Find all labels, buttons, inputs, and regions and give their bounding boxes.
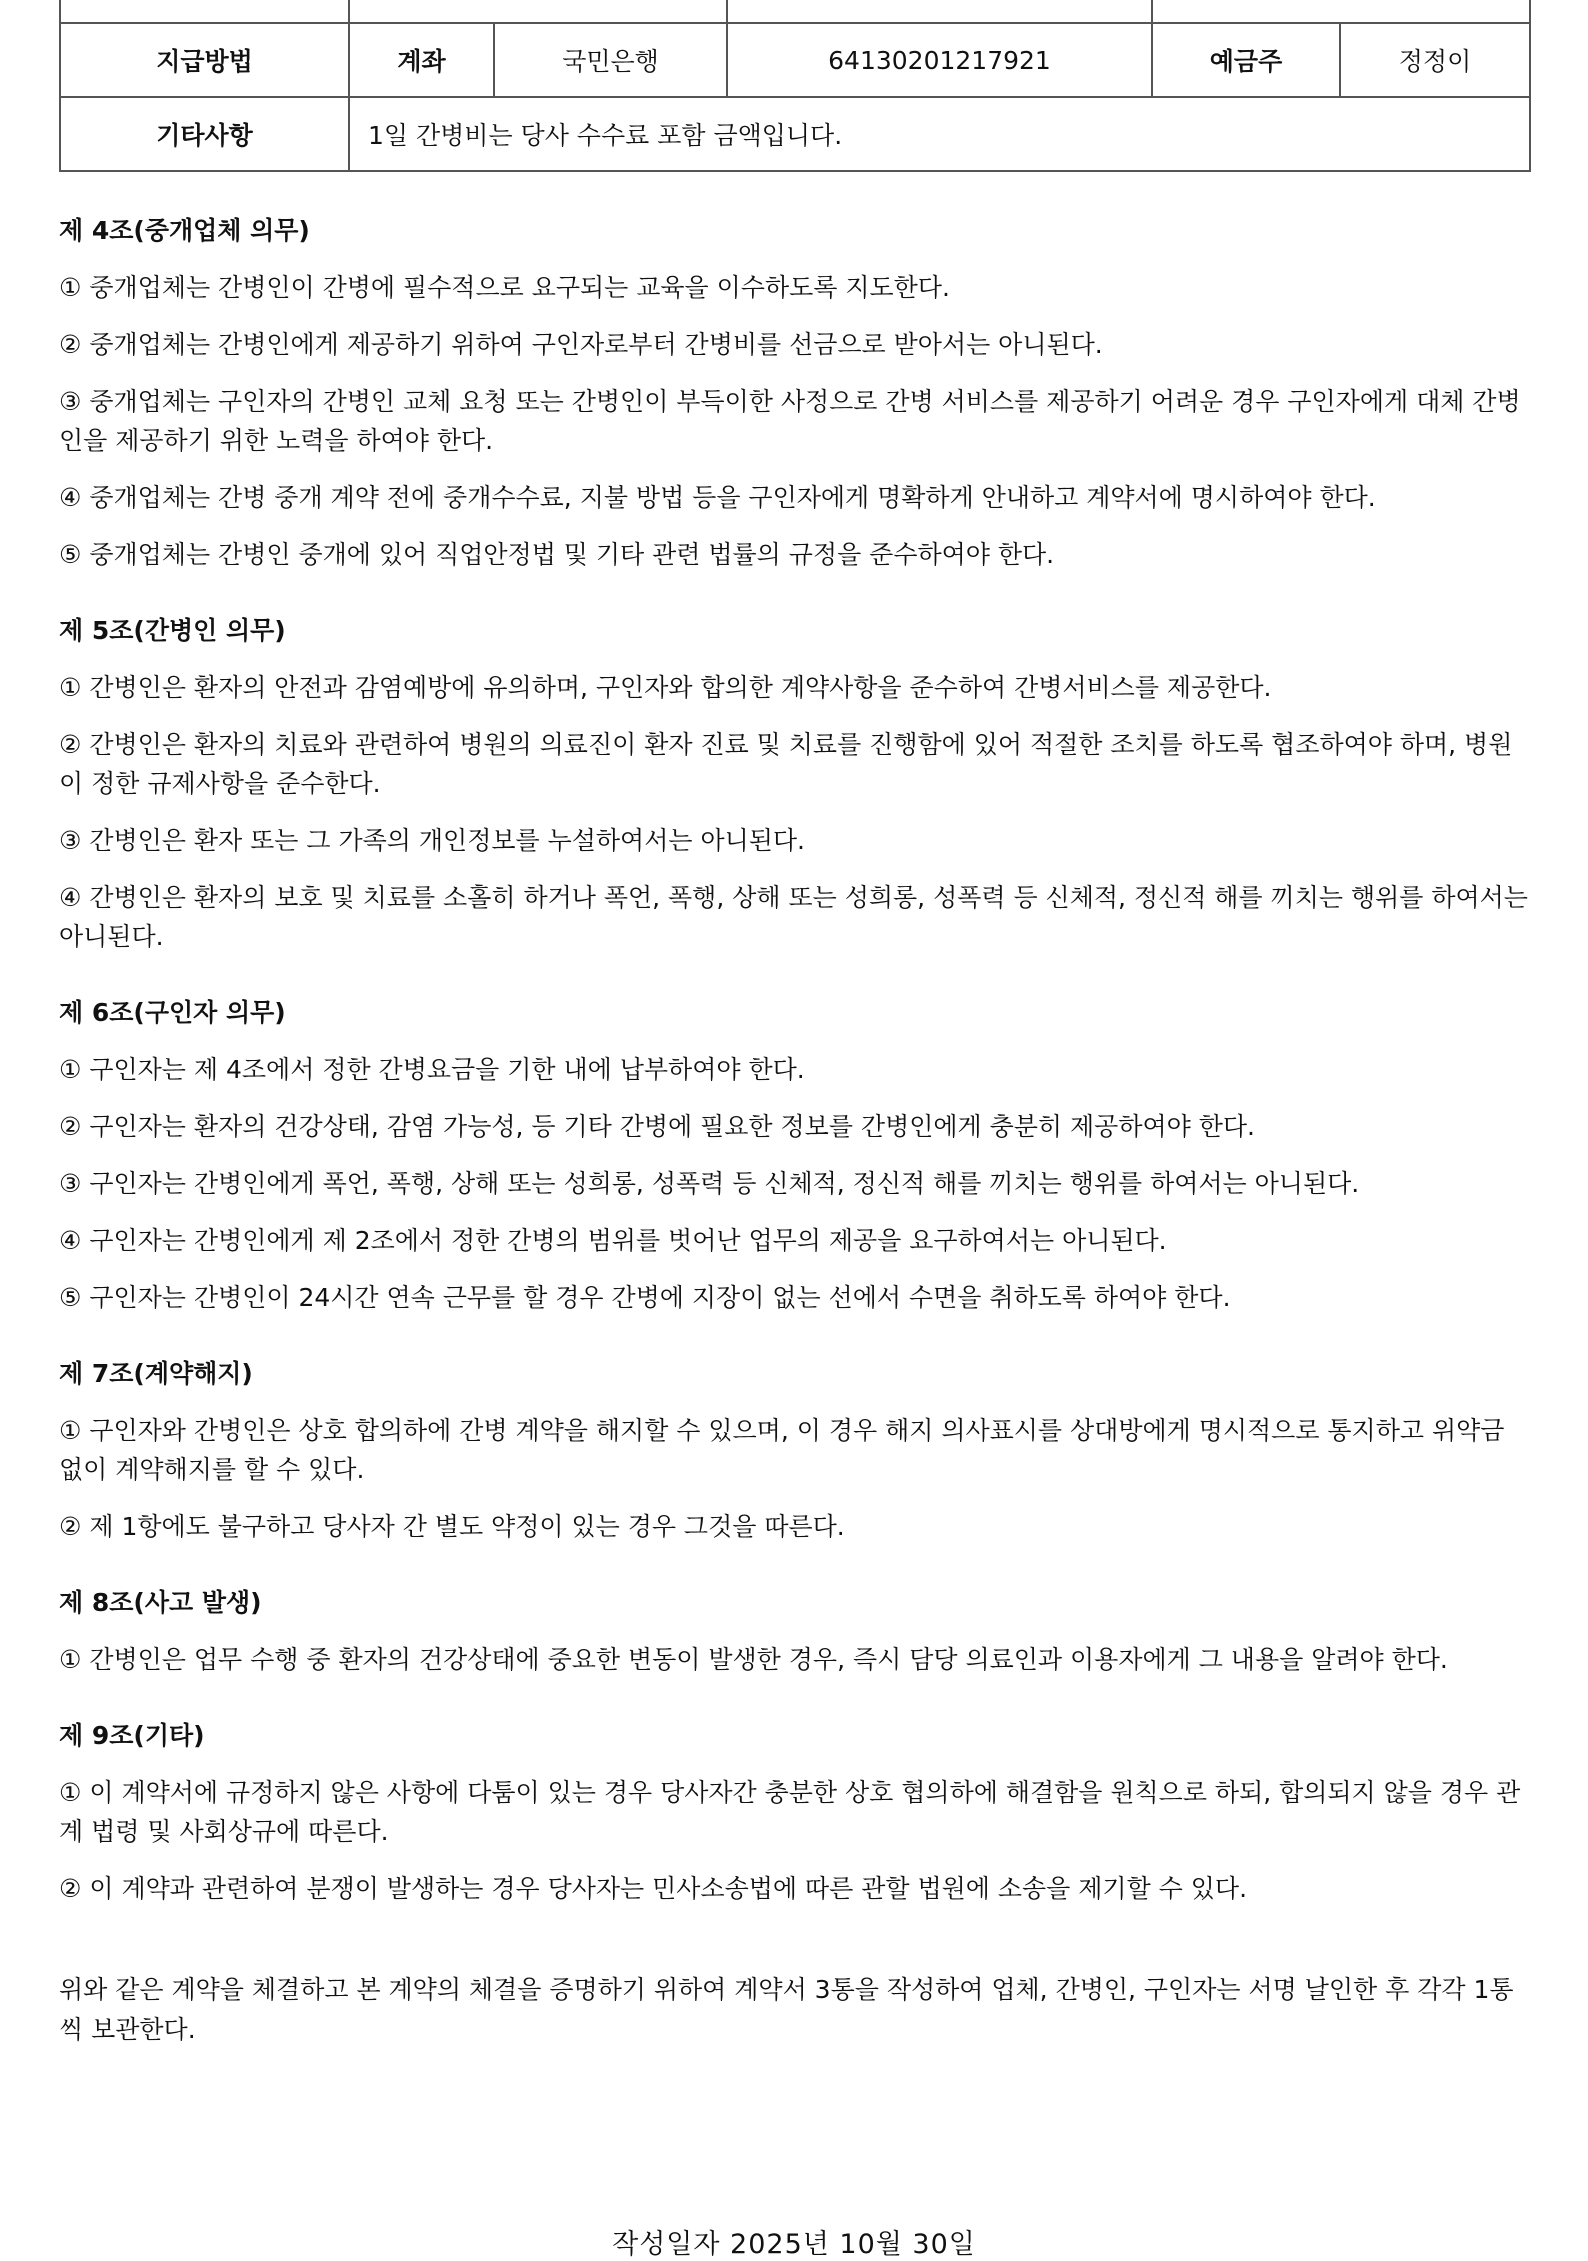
clause: ⑤ 구인자는 간병인이 24시간 연속 근무를 할 경우 간병에 지장이 없는 선에서 수면을 취하도록 하여야 한다. <box>59 1283 1231 1312</box>
account-holder-label: 예금주 <box>1152 23 1340 97</box>
clause: ② 간병인은 환자의 치료와 관련하여 병원의 의료진이 환자 진료 및 치료를 진행함에 있어 적절한 조치를 하도록 협조하여야 하며, 병원이 정한 규제사항을 준수한다. <box>59 730 1513 798</box>
clause: ② 중개업체는 간병인에게 제공하기 위하여 구인자로부터 간병비를 선금으로 받아서는 아니된다. <box>59 330 1103 359</box>
table-row-payment <box>60 23 1530 97</box>
clause: ③ 중개업체는 구인자의 간병인 교체 요청 또는 간병인이 부득이한 사정으로 간병 서비스를 제공하기 어려운 경우 구인자에게 대체 간병인을 제공하기 위한 노력을 하여야 한다. <box>59 387 1521 455</box>
table-row-cut-off <box>60 0 1530 23</box>
clause: ④ 간병인은 환자의 보호 및 치료를 소홀히 하거나 폭언, 폭행, 상해 또는 성희롱, 성폭력 등 신체적, 정신적 해를 끼치는 행위를 하여서는 아니된다. <box>59 883 1528 951</box>
payment-info-table <box>59 0 1531 172</box>
clause: ② 구인자는 환자의 건강상태, 감염 가능성, 등 기타 간병에 필요한 정보를 간병인에게 충분히 제공하여야 한다. <box>59 1112 1255 1141</box>
etc-value: 1일 간병비는 당사 수수료 포함 금액입니다. <box>349 97 1530 171</box>
account-holder-name: 정정이 <box>1340 23 1530 97</box>
table-row-etc <box>60 97 1530 171</box>
closing-statement: 위와 같은 계약을 체결하고 본 계약의 체결을 증명하기 위하여 계약서 3통을 작성하여 업체, 간병인, 구인자는 서명 날인한 후 각각 1통씩 보관한다. <box>59 1975 1514 2044</box>
article-title: 제 6조(구인자 의무) <box>59 998 286 1027</box>
clause: ① 구인자는 제 4조에서 정한 간병요금을 기한 내에 납부하여야 한다. <box>59 1055 805 1084</box>
table-cell <box>1152 0 1530 23</box>
payment-type-label: 계좌 <box>349 23 494 97</box>
article-title: 제 8조(사고 발생) <box>59 1588 262 1617</box>
clause: ① 간병인은 업무 수행 중 환자의 건강상태에 중요한 변동이 발생한 경우, 즉시 담당 의료인과 이용자에게 그 내용을 알려야 한다. <box>59 1645 1448 1674</box>
article-6 <box>59 994 1529 1317</box>
clause: ⑤ 중개업체는 간병인 중개에 있어 직업안정법 및 기타 관련 법률의 규정을 준수하여야 한다. <box>59 540 1055 569</box>
clause: ④ 구인자는 간병인에게 제 2조에서 정한 간병의 범위를 벗어난 업무의 제공을 요구하여서는 아니된다. <box>59 1226 1167 1255</box>
clause: ② 이 계약과 관련하여 분쟁이 발생하는 경우 당사자는 민사소송법에 따른 관할 법원에 소송을 제기할 수 있다. <box>59 1874 1248 1903</box>
clause: ① 간병인은 환자의 안전과 감염예방에 유의하며, 구인자와 합의한 계약사항을 준수하여 간병서비스를 제공한다. <box>59 673 1272 702</box>
etc-label: 기타사항 <box>60 97 349 171</box>
account-number: 64130201217921 <box>727 23 1152 97</box>
contract-body <box>59 212 1529 2050</box>
article-5 <box>59 612 1529 956</box>
table-cell <box>349 0 727 23</box>
clause: ② 제 1항에도 불구하고 당사자 간 별도 약정이 있는 경우 그것을 따른다. <box>59 1512 845 1541</box>
clause: ① 중개업체는 간병인이 간병에 필수적으로 요구되는 교육을 이수하도록 지도한다. <box>59 273 950 302</box>
article-title: 제 9조(기타) <box>59 1721 205 1750</box>
article-7 <box>59 1355 1529 1546</box>
clause: ③ 간병인은 환자 또는 그 가족의 개인정보를 누설하여서는 아니된다. <box>59 826 805 855</box>
table-cell <box>727 0 1152 23</box>
clause: ④ 중개업체는 간병 중개 계약 전에 중개수수료, 지불 방법 등을 구인자에게 명확하게 안내하고 계약서에 명시하여야 한다. <box>59 483 1376 512</box>
payment-method-label: 지급방법 <box>60 23 349 97</box>
article-9 <box>59 1717 1529 1908</box>
article-title: 제 7조(계약해지) <box>59 1359 253 1388</box>
article-8 <box>59 1584 1529 1679</box>
clause: ① 구인자와 간병인은 상호 합의하에 간병 계약을 해지할 수 있으며, 이 경우 해지 의사표시를 상대방에게 명시적으로 통지하고 위약금 없이 계약해지를 할 수 있다. <box>59 1416 1505 1484</box>
clause: ③ 구인자는 간병인에게 폭언, 폭행, 상해 또는 성희롱, 성폭력 등 신체적, 정신적 해를 끼치는 행위를 하여서는 아니된다. <box>59 1169 1360 1198</box>
clause: ① 이 계약서에 규정하지 않은 사항에 다툼이 있는 경우 당사자간 충분한 상호 협의하에 해결함을 원칙으로 하되, 합의되지 않을 경우 관계 법령 및 사회상규에 따른다. <box>59 1778 1521 1846</box>
bank-name: 국민은행 <box>494 23 727 97</box>
article-4 <box>59 212 1529 574</box>
article-title: 제 4조(중개업체 의무) <box>59 216 310 245</box>
table-cell <box>60 0 349 23</box>
contract-date: 작성일자 2025년 10월 30일 <box>612 2229 976 2260</box>
article-title: 제 5조(간병인 의무) <box>59 616 286 645</box>
